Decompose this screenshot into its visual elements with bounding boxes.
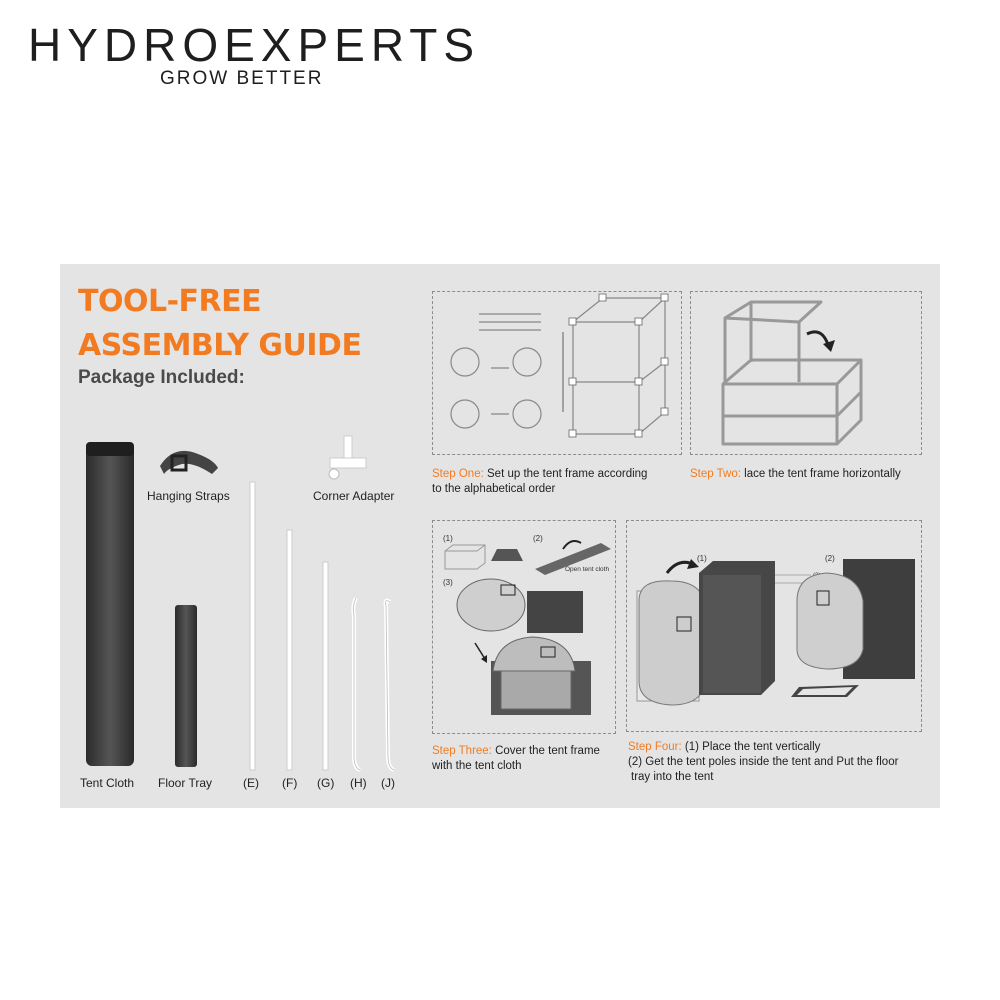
pole-h-label: (H) — [350, 776, 367, 790]
step-three-label: Step Three: — [432, 745, 492, 757]
corner-adapter-label: Corner Adapter — [313, 489, 395, 503]
step-two-caption — [690, 467, 901, 482]
s3-mark-2: (2) — [533, 534, 543, 543]
step-three-diagram — [433, 521, 615, 733]
pole-j-image — [380, 596, 396, 772]
step-three-diagram-box — [432, 520, 616, 734]
package-included-heading: Package Included: — [78, 367, 245, 388]
corner-adapter-image — [328, 434, 368, 484]
step-four-text2: (2) Get the tent poles inside the tent and Put the floor — [628, 756, 899, 768]
step-four-label: Step Four: — [628, 741, 682, 753]
pole-e-label: (E) — [243, 776, 259, 790]
step-two-diagram — [691, 292, 921, 454]
step-four-diagram-box — [626, 520, 922, 732]
pole-e-image — [248, 482, 258, 772]
brand-tagline: GROW BETTER — [160, 68, 324, 89]
brand-header — [0, 0, 1000, 110]
guide-title-line2: ASSEMBLY GUIDE — [78, 328, 362, 363]
step-two-diagram-box — [690, 291, 922, 455]
pole-f-label: (F) — [282, 776, 298, 790]
step-three-text: Cover the tent frame — [495, 745, 600, 757]
pole-f-image — [285, 530, 295, 772]
assembly-guide-panel — [60, 264, 940, 808]
step-one-diagram — [433, 292, 681, 454]
step-two-label: Step Two: — [690, 468, 741, 480]
step-four-diagram — [627, 521, 921, 731]
step-one-text2: to the alphabetical order — [432, 483, 556, 495]
s3-open-label: Open tent cloth — [565, 566, 610, 573]
pole-g-label: (G) — [317, 776, 335, 790]
step-two-text: lace the tent frame horizontally — [744, 468, 901, 480]
brand-logo: HYDROEXPERTS — [28, 19, 481, 71]
guide-title — [78, 280, 361, 368]
pole-h-image — [350, 596, 364, 772]
step-one-label: Step One: — [432, 468, 484, 480]
s4-mark-1: (1) — [697, 554, 707, 563]
step-four-text: (1) Place the tent vertically — [684, 741, 821, 753]
step-three-text2: with the tent cloth — [432, 760, 522, 772]
pole-g-image — [321, 562, 331, 772]
step-one-diagram-box — [432, 291, 682, 455]
step-four-text3: tray into the tent — [631, 771, 714, 783]
guide-title-line1: TOOL-FREE — [78, 284, 262, 319]
s3-mark-1: (1) — [443, 534, 453, 543]
s3-mark-3: (3) — [443, 578, 453, 587]
hanging-straps-label: Hanging Straps — [147, 489, 230, 503]
step-one-caption — [432, 467, 647, 497]
pole-j-label: (J) — [381, 776, 395, 790]
s4-mark-2: (2) — [825, 554, 835, 563]
step-one-text: Set up the tent frame according — [487, 468, 648, 480]
step-four-caption — [628, 740, 898, 785]
tent-cloth-image — [84, 440, 138, 770]
tent-cloth-label: Tent Cloth — [80, 776, 135, 790]
hanging-straps-image — [154, 440, 224, 480]
step-three-caption — [432, 744, 600, 774]
floor-tray-image — [174, 604, 200, 770]
floor-tray-label: Floor Tray — [158, 776, 213, 790]
